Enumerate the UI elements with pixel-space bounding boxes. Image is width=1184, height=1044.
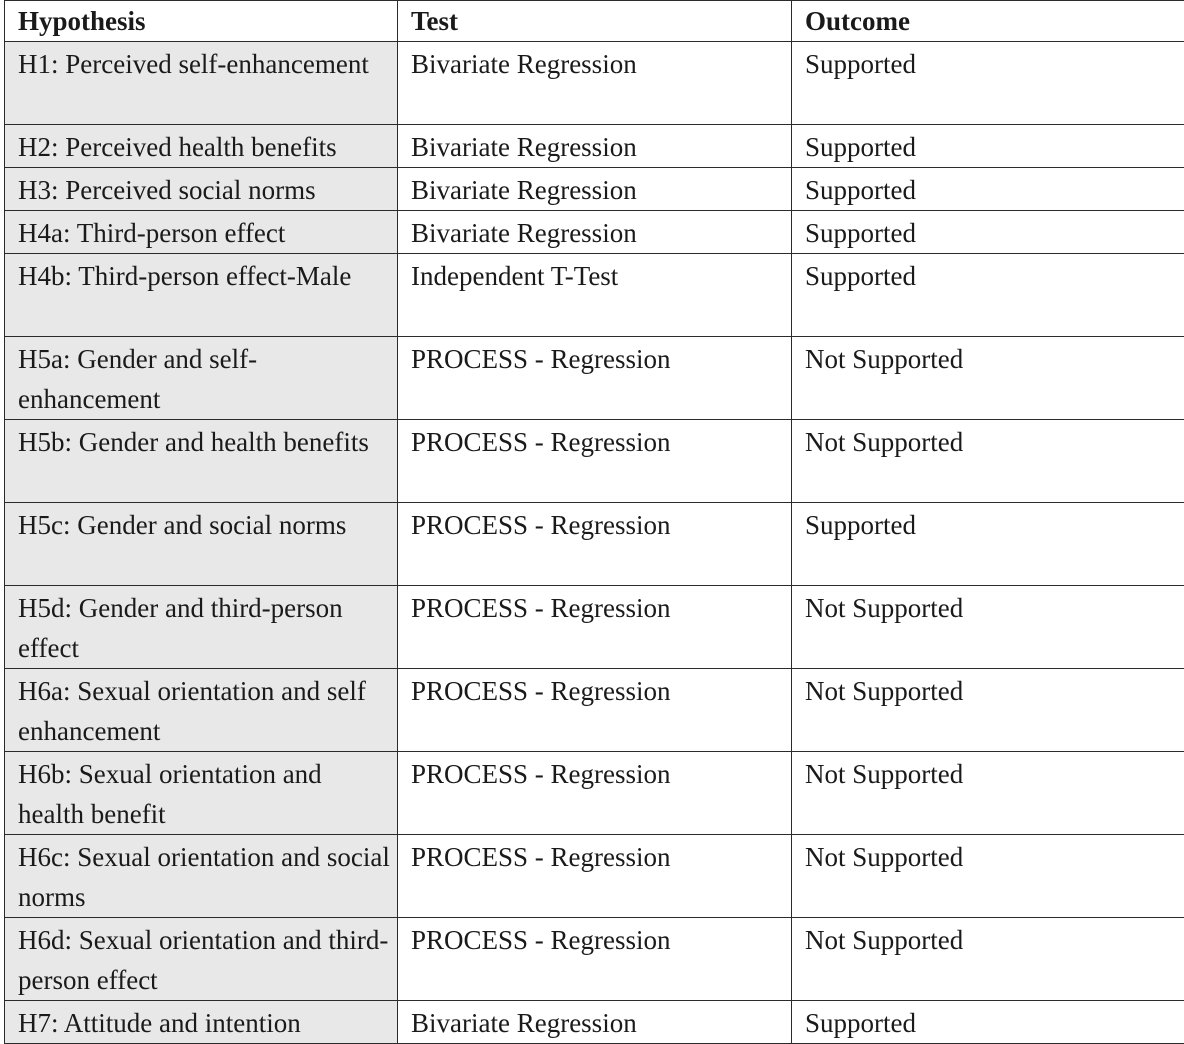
outcome-cell: Not Supported bbox=[792, 918, 1184, 1001]
test-cell: PROCESS - Regression bbox=[398, 752, 792, 835]
test-cell: PROCESS - Regression bbox=[398, 503, 792, 586]
hypothesis-cell: H4b: Third-person effect-Male bbox=[5, 254, 398, 337]
hypothesis-cell: H1: Perceived self-enhancement bbox=[5, 42, 398, 125]
test-cell: PROCESS - Regression bbox=[398, 337, 792, 420]
column-header-outcome: Outcome bbox=[792, 1, 1184, 42]
outcome-cell: Not Supported bbox=[792, 420, 1184, 503]
table-row bbox=[5, 42, 1184, 125]
outcome-cell: Not Supported bbox=[792, 752, 1184, 835]
hypothesis-cell: H3: Perceived social norms bbox=[5, 168, 398, 211]
table-row bbox=[5, 125, 1184, 168]
test-cell: Bivariate Regression bbox=[398, 125, 792, 168]
hypothesis-table bbox=[4, 0, 1184, 1044]
hypothesis-cell: H6d: Sexual orientation and third-person effect bbox=[5, 918, 398, 1001]
outcome-cell: Supported bbox=[792, 42, 1184, 125]
hypothesis-cell: H6b: Sexual orientation and health benefit bbox=[5, 752, 398, 835]
table-row bbox=[5, 669, 1184, 752]
test-cell: PROCESS - Regression bbox=[398, 918, 792, 1001]
outcome-cell: Supported bbox=[792, 503, 1184, 586]
test-cell: Bivariate Regression bbox=[398, 1001, 792, 1044]
hypothesis-cell: H4a: Third-person effect bbox=[5, 211, 398, 254]
table-row bbox=[5, 752, 1184, 835]
test-cell: PROCESS - Regression bbox=[398, 420, 792, 503]
table-row bbox=[5, 337, 1184, 420]
table-row bbox=[5, 1001, 1184, 1044]
table-row bbox=[5, 918, 1184, 1001]
outcome-cell: Supported bbox=[792, 254, 1184, 337]
hypothesis-cell: H5c: Gender and social norms bbox=[5, 503, 398, 586]
test-cell: PROCESS - Regression bbox=[398, 586, 792, 669]
outcome-cell: Supported bbox=[792, 211, 1184, 254]
outcome-cell: Supported bbox=[792, 1001, 1184, 1044]
outcome-cell: Supported bbox=[792, 125, 1184, 168]
outcome-cell: Not Supported bbox=[792, 669, 1184, 752]
hypothesis-cell: H6a: Sexual orientation and self enhancement bbox=[5, 669, 398, 752]
table-row bbox=[5, 254, 1184, 337]
table-row bbox=[5, 168, 1184, 211]
table-row bbox=[5, 420, 1184, 503]
table-row bbox=[5, 503, 1184, 586]
test-cell: PROCESS - Regression bbox=[398, 835, 792, 918]
test-cell: Bivariate Regression bbox=[398, 168, 792, 211]
hypothesis-cell: H5a: Gender and self-enhancement bbox=[5, 337, 398, 420]
table-row bbox=[5, 586, 1184, 669]
outcome-cell: Not Supported bbox=[792, 835, 1184, 918]
test-cell: Bivariate Regression bbox=[398, 42, 792, 125]
hypothesis-cell: H7: Attitude and intention bbox=[5, 1001, 398, 1044]
outcome-cell: Not Supported bbox=[792, 337, 1184, 420]
test-cell: PROCESS - Regression bbox=[398, 669, 792, 752]
test-cell: Bivariate Regression bbox=[398, 211, 792, 254]
test-cell: Independent T-Test bbox=[398, 254, 792, 337]
hypothesis-cell: H5b: Gender and health benefits bbox=[5, 420, 398, 503]
column-header-test: Test bbox=[398, 1, 792, 42]
hypothesis-cell: H6c: Sexual orientation and social norms bbox=[5, 835, 398, 918]
column-header-hypothesis: Hypothesis bbox=[5, 1, 398, 42]
table-header-row bbox=[5, 1, 1184, 42]
hypothesis-cell: H2: Perceived health benefits bbox=[5, 125, 398, 168]
hypothesis-cell: H5d: Gender and third-person effect bbox=[5, 586, 398, 669]
outcome-cell: Supported bbox=[792, 168, 1184, 211]
table-row bbox=[5, 211, 1184, 254]
table-row bbox=[5, 835, 1184, 918]
outcome-cell: Not Supported bbox=[792, 586, 1184, 669]
